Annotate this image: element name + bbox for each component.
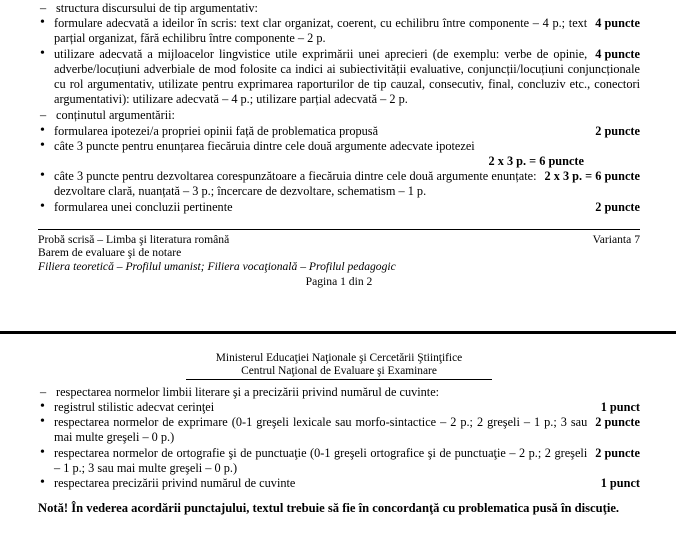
- page-footer: [38, 233, 640, 288]
- dash-marker-icon: –: [40, 1, 47, 15]
- footer-line-1: [38, 233, 640, 247]
- points-value: • 4 puncte: [595, 16, 640, 31]
- points-value: • 2 puncte: [595, 123, 640, 138]
- footer-subtitle: Barem de evaluare şi de notare: [38, 246, 182, 260]
- page-sheet-bottom: [0, 352, 676, 534]
- criteria-list-2: [38, 124, 640, 215]
- list-item-text: formulare adecvată a ideilor în scris: text clar organizat, coerent, cu echilibru între componente – 4 p.; text parțial organizat, fără echilibru între componente – 2 p.: [54, 16, 588, 46]
- list-item-text: formularea ipotezei/a propriei opinii față de problematica propusă: [54, 123, 379, 138]
- list-item: [38, 446, 640, 476]
- list-item: [38, 400, 640, 415]
- points-value: • 4 puncte: [595, 46, 640, 61]
- list-item-text: formularea unei concluzii pertinente: [54, 199, 233, 214]
- footer-profile: Filiera teoretică – Profilul umanist; Filiera vocaţională – Profilul pedagogic: [38, 260, 396, 274]
- list-item: [38, 200, 640, 215]
- footer-page-number: Pagina 1 din 2: [305, 274, 373, 288]
- points-value: 2 x 3 p. = 6 puncte: [488, 154, 584, 169]
- footer-exam-title: Probă scrisă – Limba şi literatura română: [38, 232, 230, 246]
- list-item: [38, 124, 640, 139]
- criteria-list-3: [38, 400, 640, 491]
- criteria-heading-1: [38, 1, 640, 16]
- dash-marker-icon: –: [40, 384, 47, 399]
- criteria-list-1: [38, 16, 640, 107]
- criteria-block-3: [38, 385, 640, 491]
- points-value: • 2 puncte: [595, 415, 640, 430]
- points-value: • 1 punct: [600, 476, 640, 491]
- list-item-text: câte 3 puncte pentru enunțarea fiecăruia dintre cele două argumente adecvate ipotezei: [54, 138, 475, 153]
- list-item: [38, 47, 640, 108]
- points-value: • 2 puncte: [595, 445, 640, 460]
- criteria-heading-3-label: respectarea normelor limbii literare şi a precizării privind numărul de cuvinte:: [56, 384, 440, 399]
- list-item: [38, 476, 640, 491]
- criteria-heading-2-label: conținutul argumentării:: [56, 108, 175, 123]
- list-item-text: respectarea normelor de ortografie şi de punctuaţie (0-1 greşeli ortografice şi de punctuaţie – 2 p.; 2 greşeli – 1 p.; 3 sau mai multe greşeli – 0 p.): [54, 445, 588, 475]
- ministry-line-2: Centrul Naţional de Evaluare şi Examinare: [241, 365, 437, 378]
- list-item: [38, 139, 640, 169]
- criteria-heading-2: [38, 108, 640, 123]
- dash-marker-icon: –: [40, 108, 47, 123]
- points-value: • 2 x 3 p. = 6 puncte: [544, 169, 640, 184]
- list-item-text: respectarea normelor de exprimare (0-1 greşeli lexicale sau morfo-sintactice – 2 p.; 2 greşeli – 1 p.; 3 sau mai multe greşeli – 0 p.): [54, 415, 588, 445]
- criteria-block-1: [38, 1, 640, 107]
- ministry-header: [38, 352, 640, 379]
- criteria-block-2: [38, 108, 640, 214]
- footer-variant: Varianta 7: [592, 232, 640, 246]
- criteria-heading-1-label: structura discursului de tip argumentativ:: [56, 1, 258, 15]
- list-item: [38, 16, 640, 46]
- points-value: • 1 punct: [600, 400, 640, 415]
- list-item-text: registrul stilistic adecvat cerinţei: [54, 400, 215, 415]
- note-paragraph: Notă! În vederea acordării punctajului, textul trebuie să fie în concordanţă cu problematica pusă în discuţie.: [38, 501, 620, 516]
- list-item: [38, 169, 640, 199]
- criteria-heading-3: [38, 385, 640, 400]
- list-item: [38, 415, 640, 445]
- list-item-text: respectarea precizării privind numărul de cuvinte: [54, 476, 296, 491]
- points-value: • 2 puncte: [595, 199, 640, 214]
- footer-divider: [38, 229, 640, 230]
- bottom-content: [0, 352, 676, 517]
- list-item-text: câte 3 puncte pentru dezvoltarea corespunzătoare a fiecăruia dintre cele două argumente enunțate: dezvoltare clară, nuanțată – 3 p.; încercare de dezvoltare, schematism – 1 p.: [54, 169, 537, 199]
- ministry-line-1: Ministerul Educaţiei Naţionale şi Cercetării Ştiinţifice: [215, 352, 463, 364]
- list-item-text: utilizare adecvată a mijloacelor lingvistice utile exprimării unei aprecieri (de exemplu: verbe de opinie, adverbe/locuțiuni adverbiale de mod folosite ca indici ai subiectivității evaluative, conjuncții/locuțiuni conjuncționale cu rol argumentativ, utilizate pentru exprimarea raporturilor de tip cauzal, consecutiv, final, concluziv etc., conectori argumentativi): utilizare adecvată – 4 p.; utilizare parțial adecvată – 2 p.: [54, 46, 640, 107]
- top-content: [0, 1, 676, 288]
